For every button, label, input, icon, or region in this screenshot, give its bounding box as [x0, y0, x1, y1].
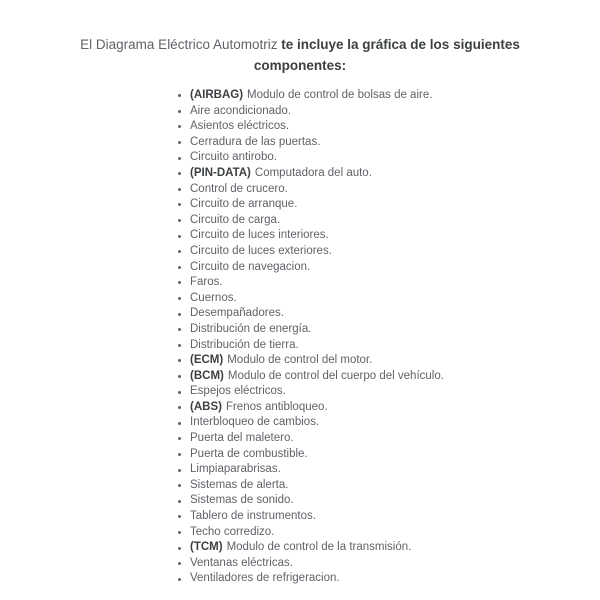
- component-text: Aire acondicionado.: [190, 104, 292, 117]
- component-text: Interbloqueo de cambios.: [190, 416, 320, 429]
- component-text: Techo corredizo.: [190, 525, 275, 538]
- list-item: [190, 400, 444, 416]
- list-item: [190, 462, 444, 478]
- component-text: Control de crucero.: [190, 182, 288, 195]
- component-text: Asientos eléctricos.: [190, 120, 290, 133]
- list-item: [190, 275, 444, 291]
- list-item: [190, 135, 444, 151]
- list-item: [190, 493, 444, 509]
- component-text: Faros.: [190, 276, 223, 289]
- component-code: (AIRBAG): [190, 89, 244, 101]
- list-item: [190, 150, 444, 166]
- page-title-bold: te incluye la gráfica de los siguientes componentes:: [253, 37, 520, 73]
- component-text: Espejos eléctricos.: [190, 385, 286, 398]
- component-code: (TCM): [190, 541, 223, 554]
- component-text: Circuito de navegacion.: [190, 260, 311, 273]
- component-list: [190, 88, 444, 587]
- list-item: [190, 260, 444, 276]
- list-item: [190, 431, 444, 447]
- component-text: Circuito de luces interiores.: [190, 229, 329, 242]
- list-item: [190, 369, 444, 385]
- list-item: [190, 213, 444, 229]
- component-text: Circuito antirobo.: [190, 151, 277, 164]
- component-text: Puerta del maletero.: [190, 432, 294, 445]
- component-text: Computadora del auto.: [254, 166, 372, 179]
- component-text: Ventanas eléctricas.: [190, 556, 293, 569]
- list-item: [190, 104, 444, 120]
- component-text: Tablero de instrumentos.: [190, 510, 316, 523]
- component-code: (PIN-DATA): [190, 166, 251, 179]
- component-text: Limpiaparabrisas.: [190, 463, 281, 476]
- component-text: Circuito de carga.: [190, 213, 281, 226]
- list-item: [190, 415, 444, 431]
- list-item: [190, 478, 444, 494]
- component-text: Desempañadores.: [190, 307, 284, 320]
- list-item: [190, 119, 444, 135]
- list-item: [190, 353, 444, 369]
- list-item: [190, 509, 444, 525]
- component-text: Modulo de control del motor.: [227, 354, 373, 367]
- list-item: [190, 322, 444, 338]
- list-item: [190, 384, 444, 400]
- list-item: [190, 447, 444, 463]
- component-code: (ECM): [190, 354, 224, 367]
- component-text: Modulo de control de bolsas de aire.: [247, 89, 433, 101]
- list-item: [190, 571, 444, 587]
- list-item: [190, 525, 444, 541]
- component-text: Ventiladores de refrigeracion.: [190, 572, 340, 585]
- list-item: [190, 291, 444, 307]
- list-item: [190, 338, 444, 354]
- list-item: [190, 244, 444, 260]
- list-item: [190, 306, 444, 322]
- component-text: Puerta de combustible.: [190, 447, 308, 460]
- component-text: Frenos antibloqueo.: [225, 400, 328, 413]
- component-text: Sistemas de alerta.: [190, 478, 289, 491]
- list-item: [190, 182, 444, 198]
- list-item: [190, 228, 444, 244]
- component-text: Sistemas de sonido.: [190, 494, 294, 507]
- list-item: [190, 166, 444, 182]
- page-title: [80, 0, 520, 76]
- component-code: (ABS): [190, 400, 222, 413]
- list-item: [190, 540, 444, 556]
- component-code: (BCM): [190, 369, 224, 382]
- component-text: Distribución de tierra.: [190, 338, 299, 351]
- component-text: Cerradura de las puertas.: [190, 135, 321, 148]
- page-title-regular: El Diagrama Eléctrico Automotriz: [80, 37, 278, 52]
- component-text: Circuito de arranque.: [190, 198, 298, 211]
- list-item: [190, 88, 444, 104]
- component-text: Distribución de energía.: [190, 322, 312, 335]
- list-item: [190, 556, 444, 572]
- component-text: Cuernos.: [190, 291, 237, 304]
- component-text: Modulo de control de la transmisión.: [226, 541, 412, 554]
- component-text: Modulo de control del cuerpo del vehículo.: [227, 369, 444, 382]
- component-text: Circuito de luces exteriores.: [190, 244, 332, 257]
- list-item: [190, 197, 444, 213]
